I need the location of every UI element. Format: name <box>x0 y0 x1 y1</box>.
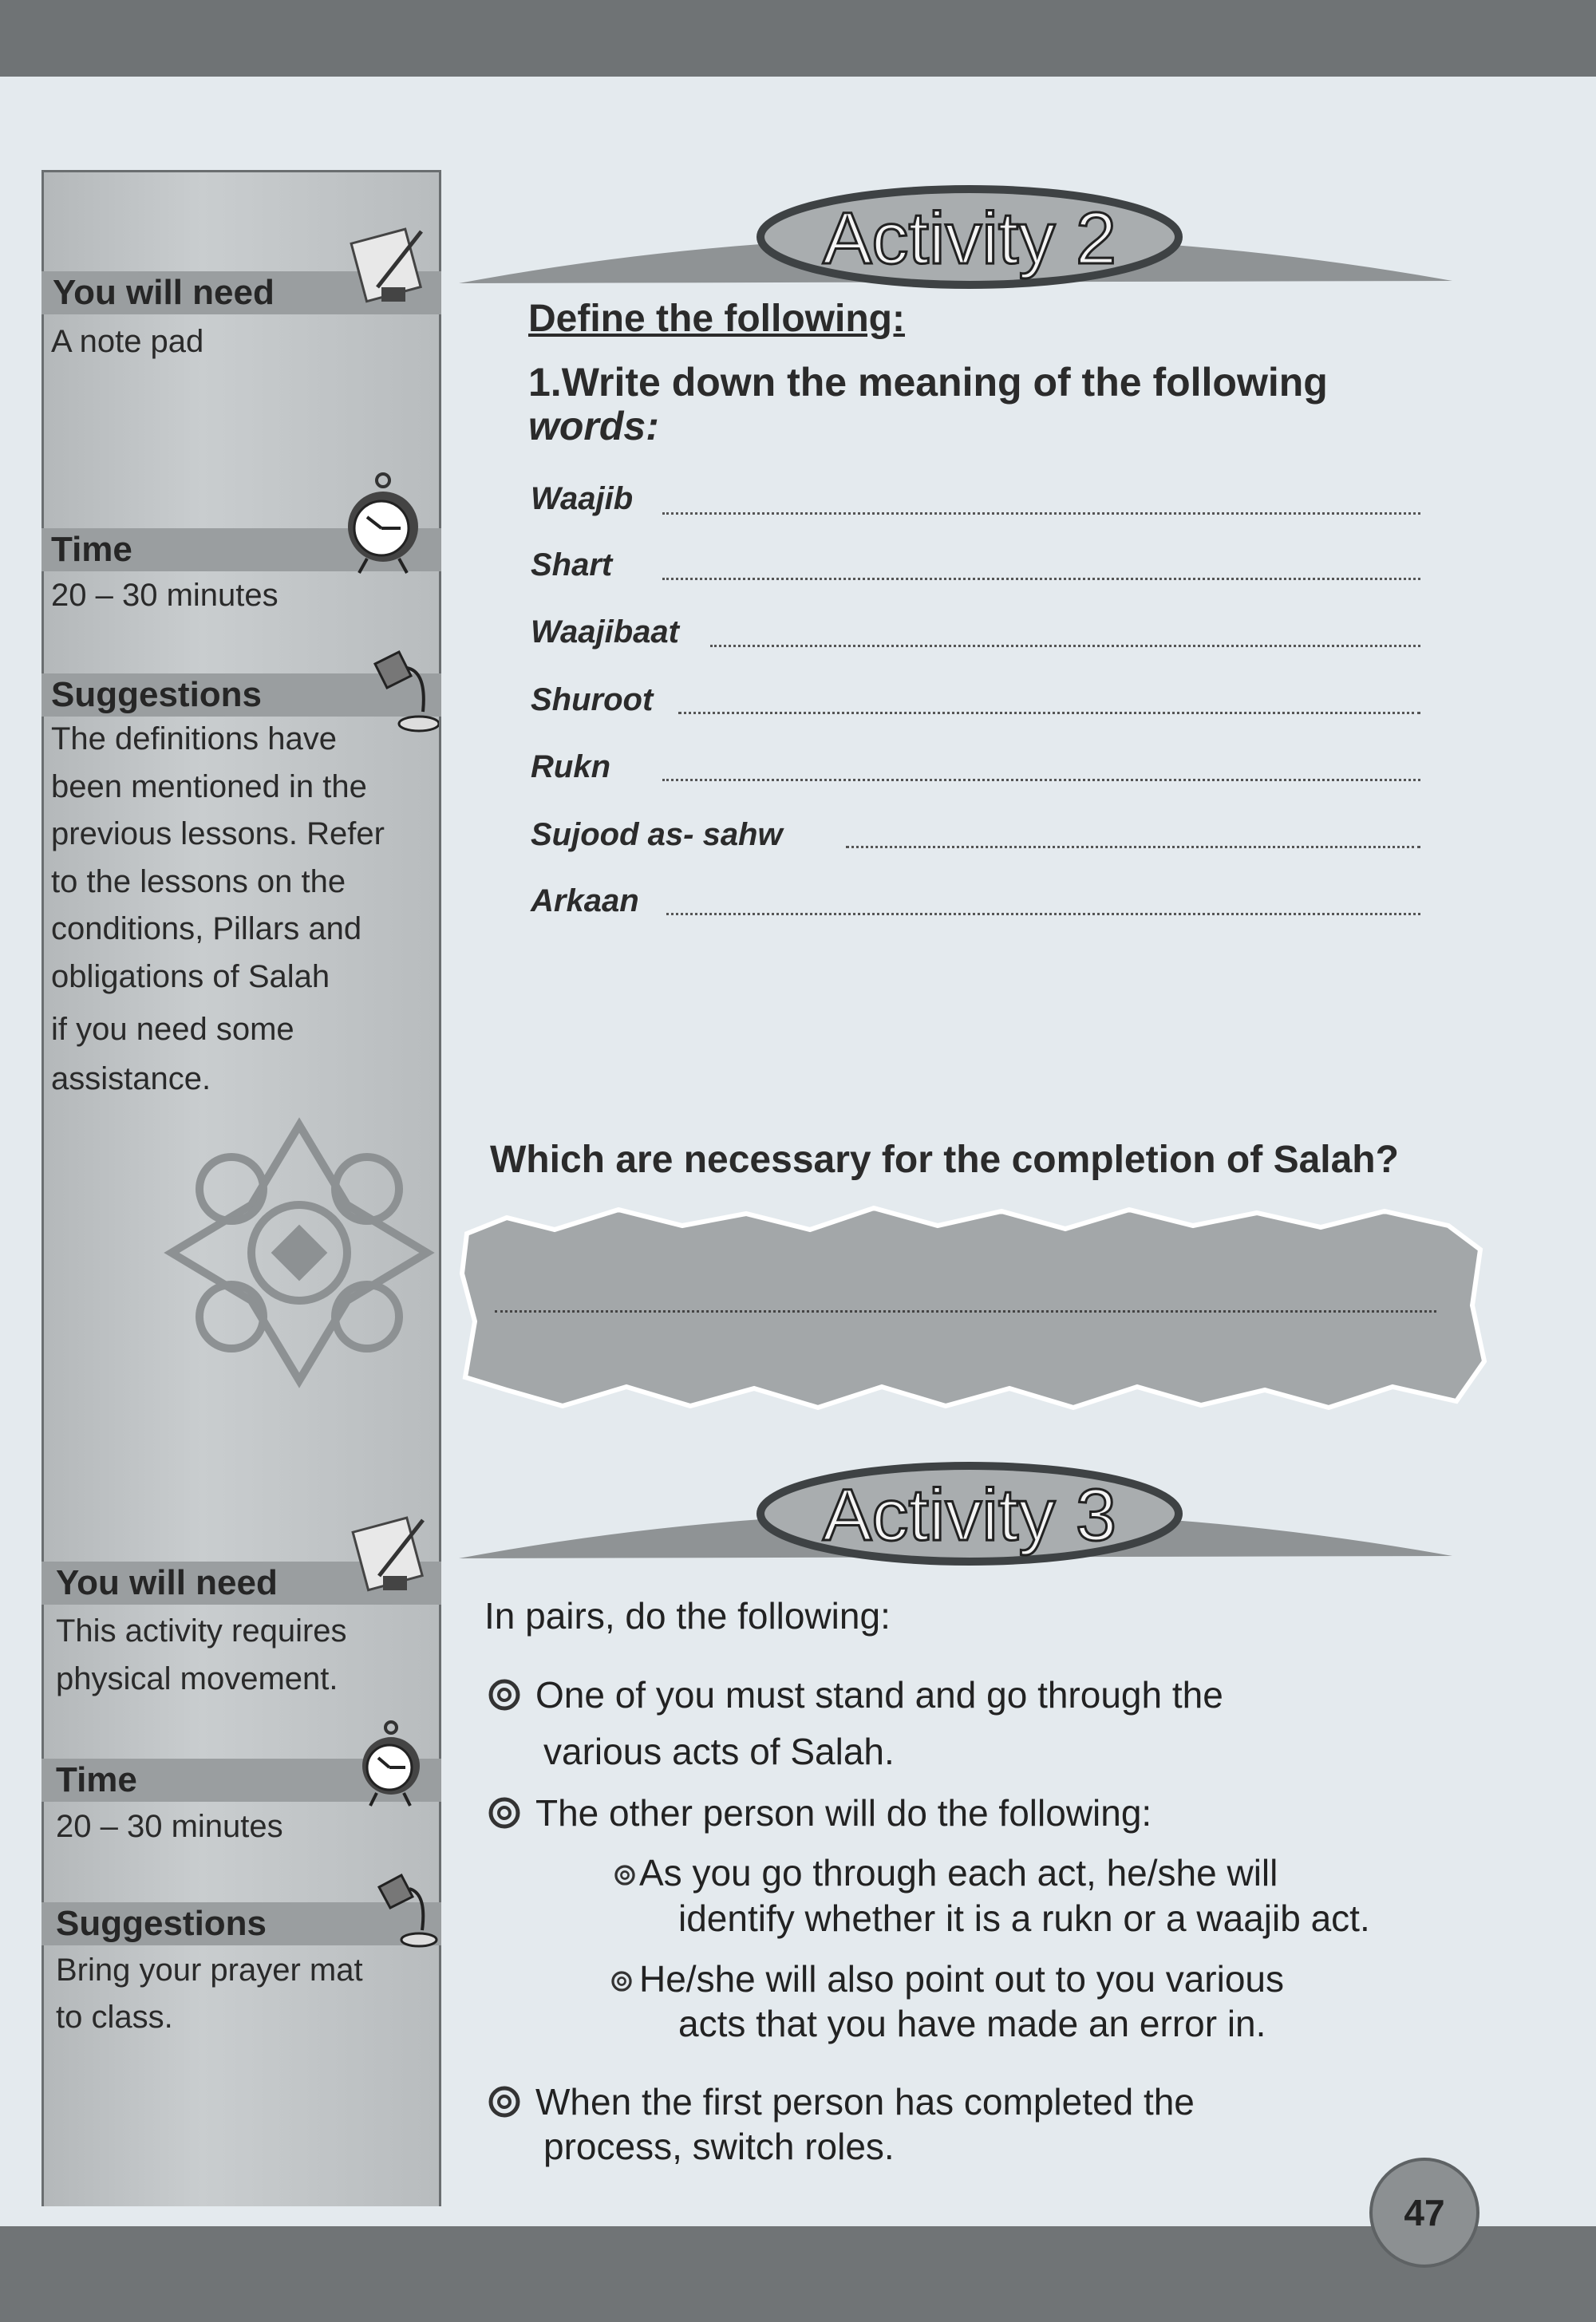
quill-paper-icon <box>350 223 429 311</box>
sub-bullet-text: identify whether it is a rukn or a waajib act. <box>678 1897 1370 1939</box>
sub-bullet-text: He/she will also point out to you various <box>639 1958 1284 2000</box>
answer-line[interactable] <box>846 846 1420 848</box>
time-text-2: 20 – 30 minutes <box>56 1809 283 1844</box>
suggestion-line: to class. <box>56 2000 173 2035</box>
desk-lamp-icon <box>367 648 439 736</box>
bottom-border <box>0 2226 1596 2322</box>
swirl-bullet-icon <box>488 1797 520 1829</box>
suggestion-line: The definitions have <box>51 721 338 756</box>
activity-3-badge <box>754 1460 1185 1568</box>
suggestion-line: assistance. <box>51 1061 211 1096</box>
top-border <box>0 0 1596 77</box>
need-label-2: You will need <box>56 1563 278 1602</box>
ornament-icon <box>152 1109 447 1396</box>
quill-paper-icon <box>351 1512 431 1600</box>
bullet-text: various acts of Salah. <box>543 1731 895 1772</box>
answer-line[interactable] <box>495 1310 1436 1313</box>
answer-line[interactable] <box>666 913 1420 915</box>
torn-paper-answer-box <box>459 1202 1487 1413</box>
alarm-clock-icon <box>351 1720 431 1811</box>
need-text-2: physical movement. <box>56 1661 338 1696</box>
answer-line[interactable] <box>662 779 1420 781</box>
time-label: Time <box>51 530 132 569</box>
answer-line[interactable] <box>710 645 1420 647</box>
word-rukn: Rukn <box>531 749 610 784</box>
suggestion-line: to the lessons on the <box>51 864 346 899</box>
answer-line[interactable] <box>662 512 1420 515</box>
instruction-line: words: <box>528 404 659 448</box>
suggestion-line: conditions, Pillars and <box>51 911 362 946</box>
suggestion-line: Bring your prayer mat <box>56 1953 363 1988</box>
page-number: 47 <box>1369 2158 1479 2268</box>
word-sujood-as-sahw: Sujood as- sahw <box>531 817 783 852</box>
time-label-2: Time <box>56 1760 137 1799</box>
suggestion-line: previous lessons. Refer <box>51 816 385 851</box>
define-heading: Define the following: <box>528 298 905 340</box>
word-waajibaat: Waajibaat <box>531 614 679 650</box>
desk-lamp-icon <box>371 1871 439 1951</box>
pairs-intro: In pairs, do the following: <box>484 1595 891 1637</box>
alarm-clock-icon <box>335 471 431 579</box>
time-text: 20 – 30 minutes <box>51 578 279 613</box>
word-arkaan: Arkaan <box>531 883 639 918</box>
activity-3-title: Activity 3 <box>822 1475 1117 1556</box>
need-text-2: This activity requires <box>56 1613 347 1649</box>
sub-bullet-text: acts that you have made an error in. <box>678 2003 1266 2044</box>
bullet-text: One of you must stand and go through the <box>535 1674 1223 1716</box>
need-label: You will need <box>53 273 275 312</box>
swirl-bullet-icon <box>488 1679 520 1711</box>
instruction-line: 1.Write down the meaning of the following <box>528 360 1328 405</box>
suggestion-line: obligations of Salah <box>51 959 330 994</box>
swirl-bullet-icon <box>488 2086 520 2118</box>
sub-bullet-text: As you go through each act, he/she will <box>639 1852 1278 1894</box>
bullet-text: When the first person has completed the <box>535 2081 1195 2123</box>
bullet-text: The other person will do the following: <box>535 1792 1152 1834</box>
word-waajib: Waajib <box>531 481 634 516</box>
swirl-bullet-icon <box>611 1971 632 1992</box>
suggestions-label-2: Suggestions <box>56 1904 267 1943</box>
completion-question: Which are necessary for the completion of Salah? <box>490 1139 1399 1181</box>
suggestions-label: Suggestions <box>51 675 263 714</box>
suggestion-line: if you need some <box>51 1012 294 1047</box>
need-text: A note pad <box>51 324 204 359</box>
bullet-text: process, switch roles. <box>543 2126 895 2167</box>
word-shuroot: Shuroot <box>531 682 654 717</box>
answer-line[interactable] <box>678 712 1420 714</box>
suggestion-line: been mentioned in the <box>51 769 367 804</box>
answer-line[interactable] <box>662 578 1420 580</box>
activity-2-badge <box>754 184 1185 291</box>
word-shart: Shart <box>531 547 613 582</box>
swirl-bullet-icon <box>614 1865 635 1886</box>
activity-2-title: Activity 2 <box>822 198 1117 279</box>
